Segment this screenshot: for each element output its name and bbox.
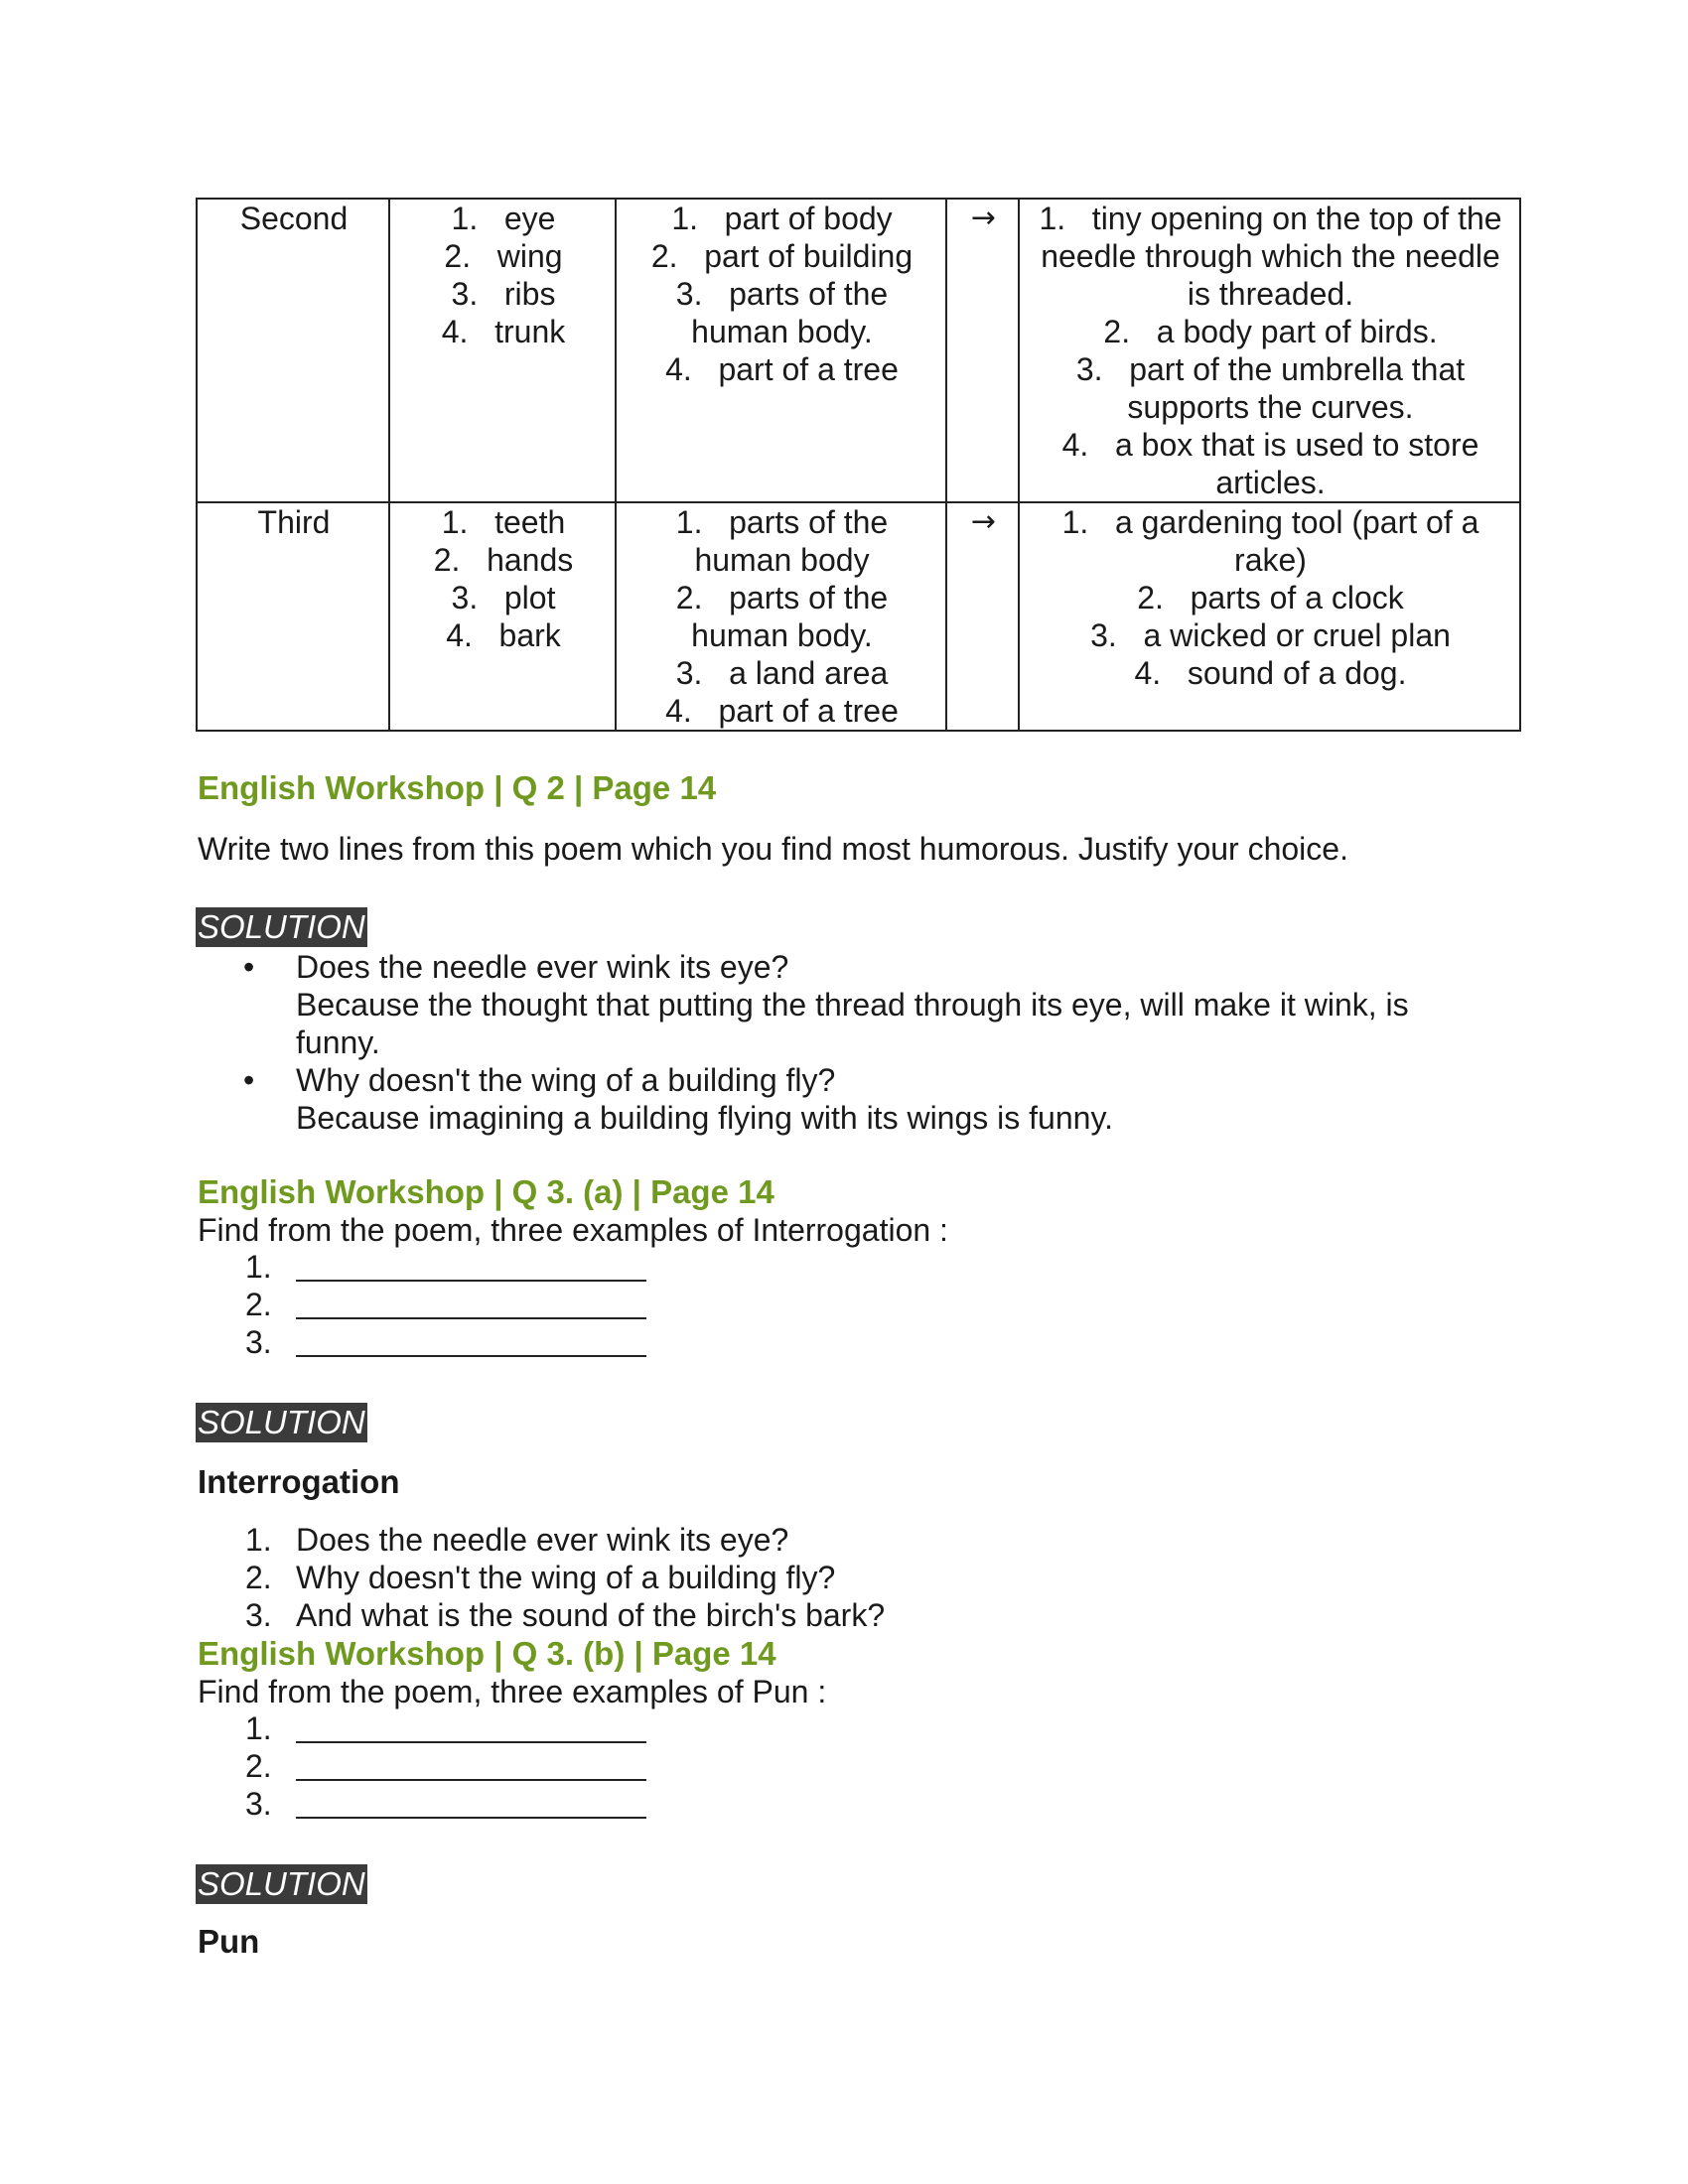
list-item: parts of a clock: [1190, 580, 1404, 615]
meaning-list: [627, 200, 937, 388]
list-item: 3.: [198, 1785, 646, 1823]
q3b-question: Find from the poem, three examples of Pun :: [198, 1674, 827, 1709]
answer-blank: [296, 1286, 646, 1319]
q3b-solution-badge: SOLUTION: [198, 1865, 365, 1902]
answer-blank: [296, 1709, 646, 1743]
row-label: Third: [197, 502, 389, 731]
list-item: a box that is used to store articles.: [1114, 427, 1479, 500]
list-item: 2.: [198, 1286, 646, 1323]
table-row: [197, 502, 1520, 731]
q2-answer-list: [198, 948, 1488, 1137]
list-item: part of a tree: [718, 693, 899, 729]
list-item: a land area: [729, 655, 889, 691]
list-item: part of building: [704, 238, 914, 274]
q3a-question: Find from the poem, three examples of Interrogation :: [198, 1212, 948, 1248]
list-item: ribs: [503, 276, 556, 312]
list-item: bark: [498, 617, 561, 653]
answer-blank: [296, 1323, 646, 1357]
answer-line: • Does the needle ever wink its eye?: [296, 949, 789, 985]
list-item: 1. Does the needle ever wink its eye?: [245, 1522, 789, 1558]
list-item: tiny opening on the top of the needle through which the needle is threaded.: [1041, 201, 1502, 312]
list-item: [198, 948, 1488, 1061]
meaning-list: [627, 503, 937, 730]
list-item: 1.: [198, 1248, 646, 1286]
arrow-icon: →: [946, 199, 1019, 502]
list-item: parts of the human body: [694, 504, 889, 578]
list-item: 2. Why doesn't the wing of a building fly?: [245, 1560, 836, 1595]
q3b-heading: English Workshop | Q 3. (b) | Page 14: [198, 1635, 776, 1672]
list-item: parts of the human body.: [691, 580, 889, 653]
q3a-solution-badge: SOLUTION: [198, 1404, 365, 1440]
new-meaning-list: [1030, 200, 1511, 501]
q3b-blank-list: [198, 1709, 646, 1823]
q3b-answer-title: Pun: [198, 1923, 260, 1960]
q3a-blank-list: [198, 1248, 646, 1361]
list-item: wing: [496, 238, 563, 274]
list-item: sound of a dog.: [1187, 655, 1407, 691]
list-item: hands: [487, 542, 574, 578]
list-item: 3. And what is the sound of the birch's bark?: [245, 1597, 886, 1633]
list-item: part of the umbrella that supports the curves.: [1127, 351, 1466, 425]
word-list: [400, 200, 607, 350]
list-item: [198, 1061, 1488, 1137]
answer-blank: [296, 1747, 646, 1781]
row-label: Second: [197, 199, 389, 502]
list-item: 3.: [198, 1323, 646, 1361]
pun-table: [196, 198, 1521, 732]
list-item: plot: [503, 580, 556, 615]
list-item: parts of the human body.: [691, 276, 889, 349]
q3a-answer-title: Interrogation: [198, 1463, 400, 1500]
q3a-answer-list: [198, 1521, 885, 1634]
q2-heading: English Workshop | Q 2 | Page 14: [198, 769, 717, 806]
q2-question: Write two lines from this poem which you find most humorous. Justify your choice.: [198, 831, 1348, 867]
answer-line: • Why doesn't the wing of a building fly?: [296, 1062, 836, 1098]
q3a-heading: English Workshop | Q 3. (a) | Page 14: [198, 1173, 774, 1210]
list-item: 1.: [198, 1709, 646, 1747]
word-list: [400, 503, 607, 654]
answer-reason: Because the thought that putting the thread through its eye, will make it wink, is funny.: [296, 987, 1409, 1060]
answer-blank: [296, 1785, 646, 1819]
answer-reason: Because imagining a building flying with its wings is funny.: [296, 1100, 1113, 1136]
list-item: part of a tree: [718, 351, 899, 387]
list-item: 2.: [198, 1747, 646, 1785]
list-item: a body part of birds.: [1156, 314, 1438, 349]
list-item: a wicked or cruel plan: [1143, 617, 1451, 653]
answer-blank: [296, 1248, 646, 1282]
table-row: [197, 199, 1520, 502]
q2-solution-badge: SOLUTION: [198, 908, 365, 945]
list-item: part of body: [724, 201, 893, 236]
list-item: teeth: [494, 504, 566, 540]
list-item: trunk: [494, 314, 566, 349]
new-meaning-list: [1030, 503, 1511, 692]
list-item: a gardening tool (part of a rake): [1114, 504, 1479, 578]
list-item: eye: [503, 201, 556, 236]
arrow-icon: →: [946, 502, 1019, 731]
